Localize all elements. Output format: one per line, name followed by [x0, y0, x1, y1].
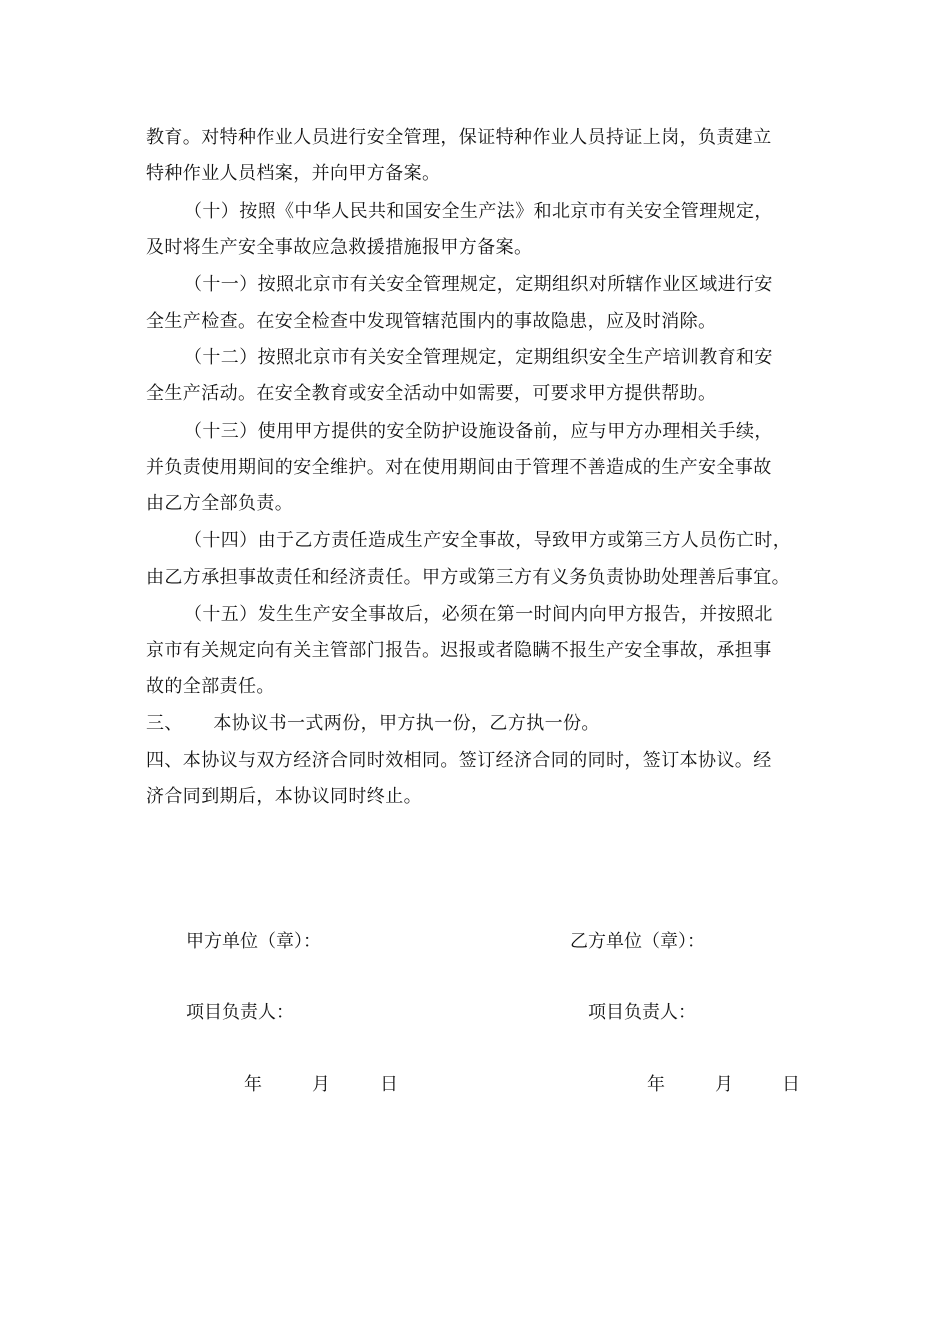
- party-b-unit-label: 乙方单位（章）：: [570, 931, 705, 952]
- clause-15-line-2: 京市有关规定向有关主管部门报告。迟报或者隐瞒不报生产安全事故，承担事: [146, 640, 772, 661]
- party-a-date-year: 年: [244, 1074, 262, 1095]
- clause-15-line-1: （十五）发生生产安全事故后，必须在第一时间内向甲方报告，并按照北: [184, 604, 773, 625]
- clause-13-line-1: （十三）使用甲方提供的安全防护设施设备前，应与甲方办理相关手续，: [184, 421, 773, 442]
- clause-11-line-1: （十一）按照北京市有关安全管理规定，定期组织对所辖作业区域进行安: [184, 274, 773, 295]
- body-text-line: 特种作业人员档案，并向甲方备案。: [146, 163, 441, 184]
- party-a-unit-label: 甲方单位（章）：: [186, 931, 321, 952]
- section-4-line-2: 济合同到期后，本协议同时终止。: [146, 786, 422, 807]
- clause-10-line-1: （十）按照《中华人民共和国安全生产法》和北京市有关安全管理规定，: [184, 201, 773, 222]
- section-4-line-1: 四、本协议与双方经济合同时效相同。签订经济合同的同时，签订本协议。经: [146, 750, 772, 771]
- clause-11-line-2: 全生产检查。在安全检查中发现管辖范围内的事故隐患，应及时消除。: [146, 311, 717, 332]
- clause-12-line-1: （十二）按照北京市有关安全管理规定，定期组织安全生产培训教育和安: [184, 347, 773, 368]
- clause-14-line-2: 由乙方承担事故责任和经济责任。甲方或第三方有义务负责协助处理善后事宜。: [146, 567, 790, 588]
- party-a-manager-label: 项目负责人：: [186, 1002, 294, 1023]
- body-text-line: 教育。对特种作业人员进行安全管理，保证特种作业人员持证上岗，负责建立: [146, 127, 772, 148]
- clause-12-line-2: 全生产活动。在安全教育或安全活动中如需要，可要求甲方提供帮助。: [146, 383, 717, 404]
- clause-10-line-2: 及时将生产安全事故应急救援措施报甲方备案。: [146, 237, 533, 258]
- party-b-date-year: 年: [647, 1074, 665, 1095]
- party-b-date-day: 日: [782, 1074, 800, 1095]
- party-b-date-month: 月: [715, 1074, 733, 1095]
- section-3-text: 三、 本协议书一式两份，甲方执一份，乙方执一份。: [146, 713, 600, 734]
- clause-14-line-1: （十四）由于乙方责任造成生产安全事故，导致甲方或第三方人员伤亡时，: [184, 530, 792, 551]
- party-a-date-month: 月: [312, 1074, 330, 1095]
- clause-15-line-3: 故的全部责任。: [146, 676, 275, 697]
- party-b-manager-label: 项目负责人：: [588, 1002, 696, 1023]
- clause-13-line-2: 并负责使用期间的安全维护。对在使用期间由于管理不善造成的生产安全事故: [146, 457, 772, 478]
- party-a-date-day: 日: [380, 1074, 398, 1095]
- clause-13-line-3: 由乙方全部负责。: [146, 493, 294, 514]
